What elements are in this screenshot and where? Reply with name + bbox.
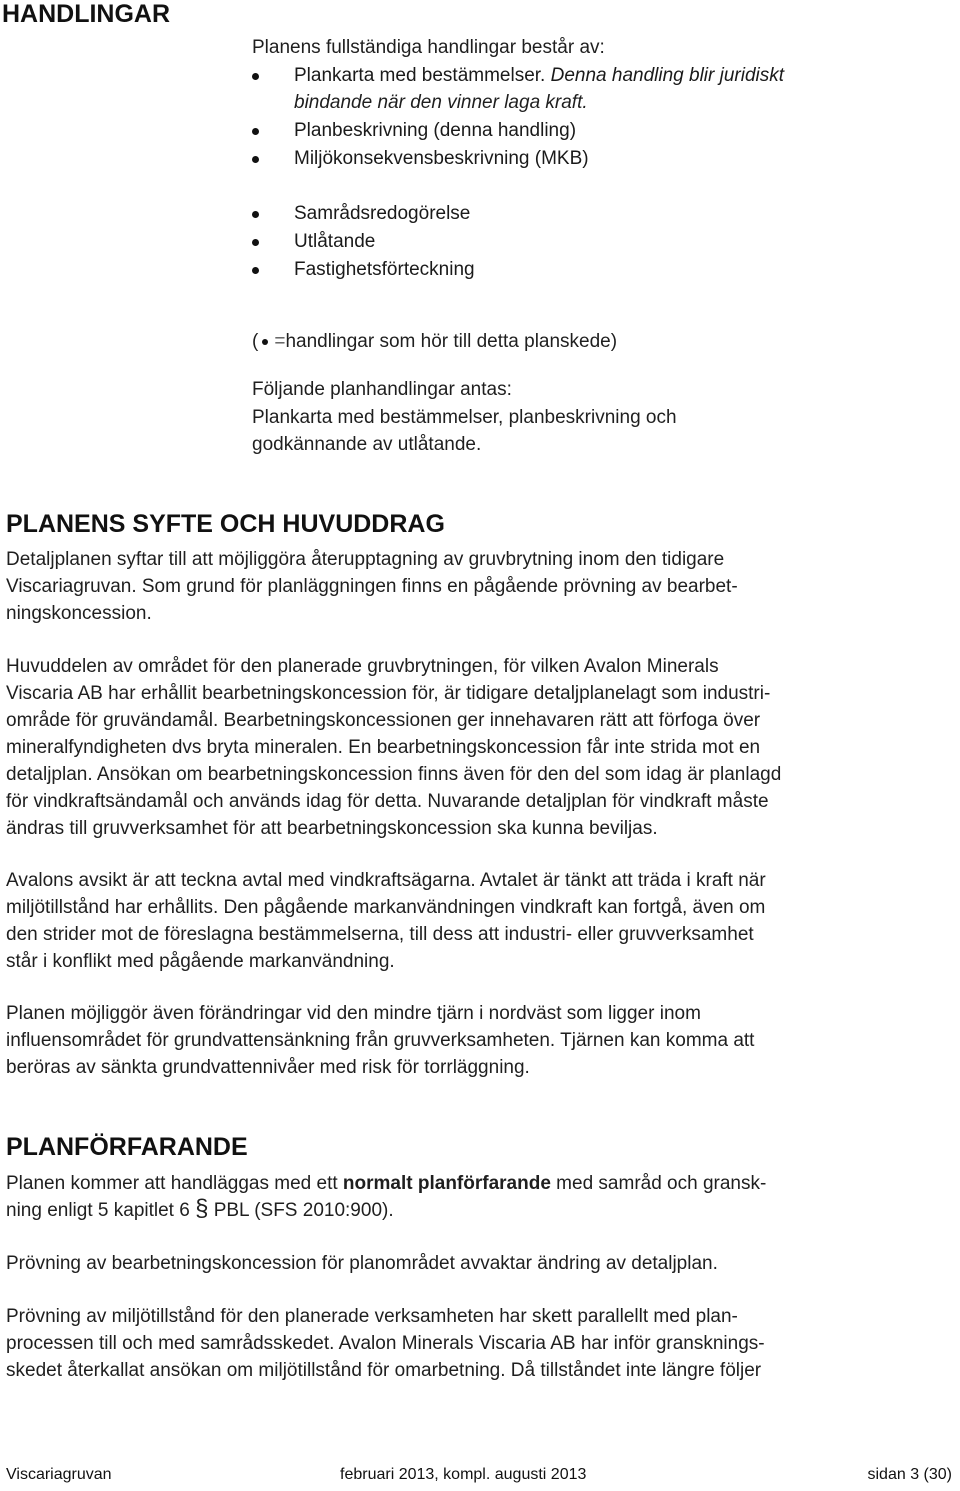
- section-heading-planforfarande: PLANFÖRFARANDE: [6, 1133, 248, 1161]
- list-item-text: Utlåtande: [294, 231, 376, 252]
- list-item-text: Miljökonsekvensbeskrivning (MKB): [294, 148, 589, 169]
- footer-page-number: sidan 3 (30): [867, 1466, 952, 1483]
- paragraph: Detaljplanen syftar till att möjliggöra återupptagning av gruvbrytning inom den tidigare Viscariagruvan. Som grund för planläggningen finns en pågående prövning av bearbet- ningskoncession.: [6, 549, 738, 624]
- emphasis: normalt planförfarande: [342, 1173, 551, 1194]
- list-item-note: Denna handling blir juridiskt: [550, 65, 785, 86]
- bullet-icon: [252, 267, 259, 274]
- paragraph: Huvuddelen av området för den planerade gruvbrytningen, för vilken Avalon Minerals Viscaria AB har erhållit bearbetningskoncession för, är tidigare detaljplanelagt som industri- område för gruvändamål. Bearbetningskoncessionen ger innehavaren rätt att förfoga över mineralfyndigheten dvs bryta mineralen. En bearbetningskoncession får inte strida mot en detaljplan. Ansökan om bearbetningskoncession finns även för den del som idag är planlagd för vindkraftsändamål och används idag för detta. Nuvarande detaljplan för vindkraft måste ändras till gruvverksamhet för att bearbetningskoncession ska kunna beviljas.: [6, 656, 782, 839]
- section-heading-handlingar: HANDLINGAR: [2, 0, 171, 28]
- bullet-icon: [252, 239, 259, 246]
- paragraph: Planen kommer att handläggas med ett normalt planförfarande med samråd och gransk- ning enligt 5 kapitlet 6 § PBL (SFS 2010:900).: [6, 1173, 767, 1222]
- bullet-icon: [252, 128, 259, 135]
- bullet-icon: [252, 156, 259, 163]
- bullet-icon: [262, 339, 268, 345]
- list-item-text: Planbeskrivning (denna handling): [294, 120, 577, 141]
- list-item-text: Samrådsredogörelse: [294, 203, 471, 224]
- paragraph: Prövning av bearbetningskoncession för planområdet avvaktar ändring av detaljplan.: [6, 1253, 718, 1274]
- bullet-icon: [252, 73, 259, 80]
- adopted-heading: Följande planhandlingar antas:: [252, 379, 512, 400]
- list-item-note-continued: bindande när den vinner laga kraft.: [294, 92, 588, 113]
- list-item-text: Fastighetsförteckning: [294, 259, 475, 280]
- section-sign: §: [195, 1195, 209, 1222]
- bullet-legend: ( =handlingar som hör till detta planskede): [252, 331, 618, 352]
- adopted-line: godkännande av utlåtande.: [252, 434, 482, 455]
- handlingar-intro: Planens fullständiga handlingar består av:: [252, 37, 605, 58]
- section-heading-syfte: PLANENS SYFTE OCH HUVUDDRAG: [6, 510, 445, 538]
- footer-left: Viscariagruvan: [6, 1466, 112, 1483]
- footer-center: februari 2013, kompl. augusti 2013: [340, 1466, 587, 1483]
- adopted-line: Plankarta med bestämmelser, planbeskrivning och: [252, 407, 677, 428]
- paragraph: Planen möjliggör även förändringar vid den mindre tjärn i nordväst som ligger inom influensområdet för grundvattensänkning från gruvverksamheten. Tjärnen kan komma att beröras av sänkta grundvattennivåer med risk för torrläggning.: [6, 1003, 755, 1078]
- bullet-icon: [252, 211, 259, 218]
- paragraph: Prövning av miljötillstånd för den planerade verksamheten har skett parallellt med plan- processen till och med samrådsskedet. Avalon Minerals Viscaria AB har inför gransknings- skedet återkallat ansökan om miljötillstånd för omarbetning. Då tillståndet inte längre följer: [6, 1306, 765, 1381]
- list-item-text: Plankarta med bestämmelser.: [294, 65, 551, 86]
- paragraph: Avalons avsikt är att teckna avtal med vindkraftsägarna. Avtalet är tänkt att träda i kraft när miljötillstånd har erhållits. Den pågående markanvändningen vindkraft kan fortgå, även om den strider mot de föreslagna bestämmelserna, till dess att industri- eller gruvverksamhet står i konflikt med pågående markanvändning.: [6, 870, 766, 972]
